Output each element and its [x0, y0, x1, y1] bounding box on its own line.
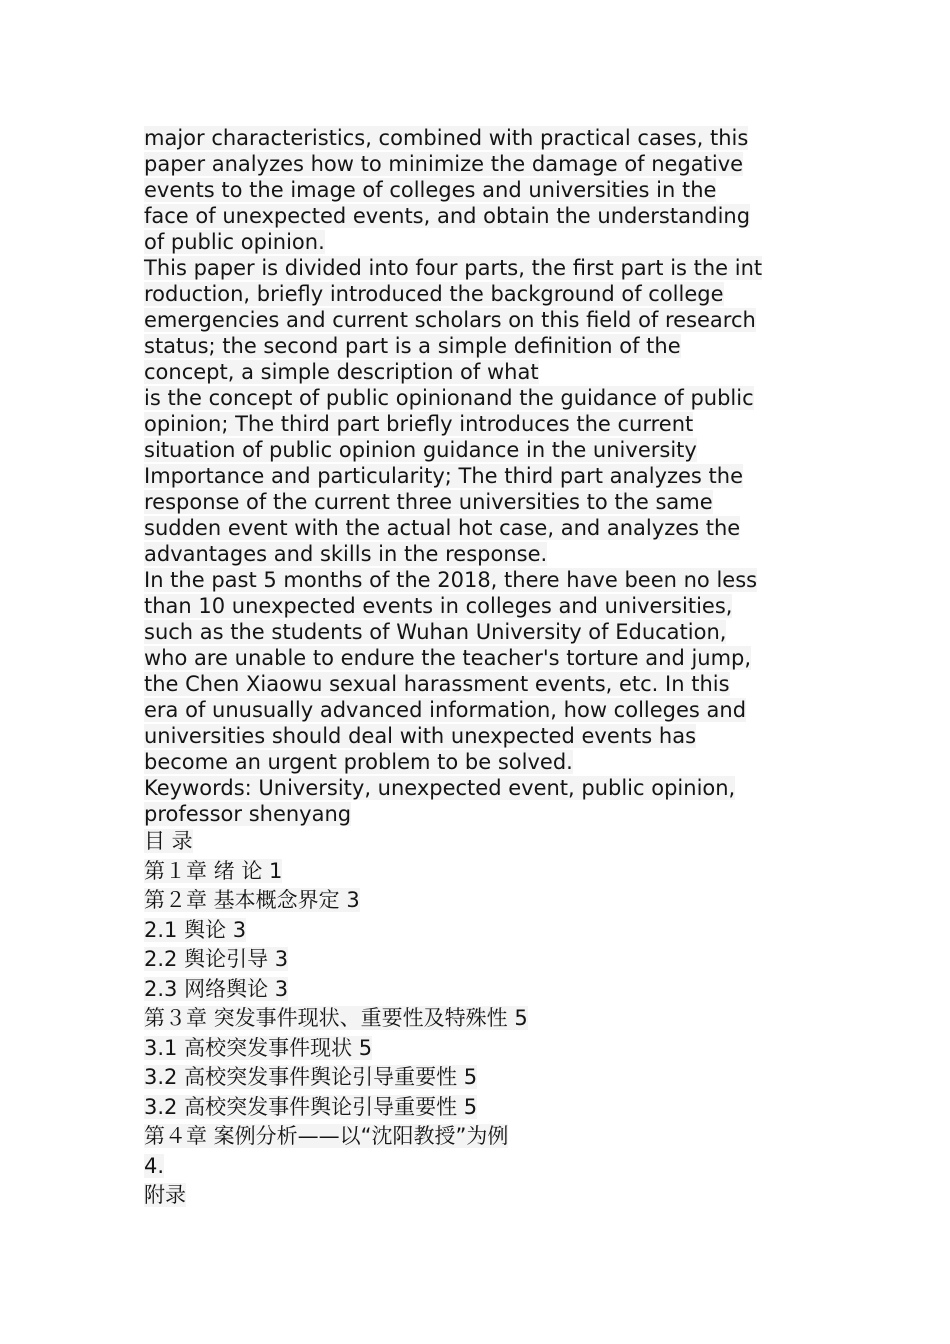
abstract-line: status; the second part is a simple definition of the — [144, 334, 681, 358]
abstract-line: situation of public opinion guidance in the university — [144, 438, 697, 462]
abstract-line: concept, a simple description of what — [144, 360, 539, 384]
abstract-body — [144, 125, 824, 827]
abstract-line: events to the image of colleges and universities in the — [144, 178, 717, 202]
toc-entry: 3.2 高校突发事件舆论引导重要性 5 — [144, 1094, 478, 1119]
toc-entry: 4. — [144, 1153, 165, 1178]
toc-entry: 3.1 高校突发事件现状 5 — [144, 1035, 373, 1060]
abstract-line: face of unexpected events, and obtain the understanding — [144, 204, 751, 228]
abstract-line: advantages and skills in the response. — [144, 542, 548, 566]
toc-title: 目 录 — [144, 829, 193, 853]
abstract-line: era of unusually advanced information, how colleges and — [144, 698, 747, 722]
abstract-line: paper analyzes how to minimize the damage of negative — [144, 152, 744, 176]
toc-entry: 2.2 舆论引导 3 — [144, 947, 289, 971]
abstract-line: the Chen Xiaowu sexual harassment events, etc. In this — [144, 672, 730, 696]
abstract-line: is the concept of public opinionand the guidance of public — [144, 386, 754, 410]
abstract-line: opinion; The third part briefly introduces the current — [144, 412, 694, 436]
abstract-line: than 10 unexpected events in colleges and universities, — [144, 594, 733, 618]
abstract-line: universities should deal with unexpected events has — [144, 724, 697, 748]
abstract-line: sudden event with the actual hot case, and analyzes the — [144, 516, 741, 540]
abstract-line: response of the current three universities to the same — [144, 490, 713, 514]
abstract-line: such as the students of Wuhan University of Education, — [144, 620, 727, 644]
toc-entry: 3.2 高校突发事件舆论引导重要性 5 — [144, 1065, 478, 1089]
abstract-line: who are unable to endure the teacher's torture and jump, — [144, 646, 752, 670]
abstract-line: roduction, briefly introduced the background of college — [144, 282, 724, 306]
toc-entry: 2.1 舆论 3 — [144, 917, 247, 942]
abstract-line: of public opinion. — [144, 230, 325, 254]
toc-entry: 第３章 突发事件现状、重要性及特殊性 5 — [144, 1006, 528, 1030]
abstract-line: major characteristics, combined with practical cases, this — [144, 126, 749, 150]
toc-entry: 第４章 案例分析——以“沈阳教授”为例 — [144, 1124, 509, 1148]
table-of-contents — [144, 827, 824, 1211]
abstract-line: become an urgent problem to be solved. — [144, 750, 573, 774]
keywords-line: professor shenyang — [144, 802, 352, 826]
toc-entry: 2.3 网络舆论 3 — [144, 976, 289, 1001]
page-content — [144, 125, 824, 1211]
abstract-line: Importance and particularity; The third part analyzes the — [144, 464, 743, 488]
abstract-line: emergencies and current scholars on this field of research — [144, 308, 756, 332]
keywords-line: Keywords: University, unexpected event, public opinion, — [144, 776, 736, 800]
toc-entry: 附录 — [144, 1183, 186, 1207]
toc-entry: 第１章 绪 论 1 — [144, 858, 283, 883]
abstract-line: In the past 5 months of the 2018, there have been no less — [144, 568, 758, 592]
toc-entry: 第２章 基本概念界定 3 — [144, 888, 360, 912]
abstract-line: This paper is divided into four parts, the first part is the int — [144, 256, 763, 280]
